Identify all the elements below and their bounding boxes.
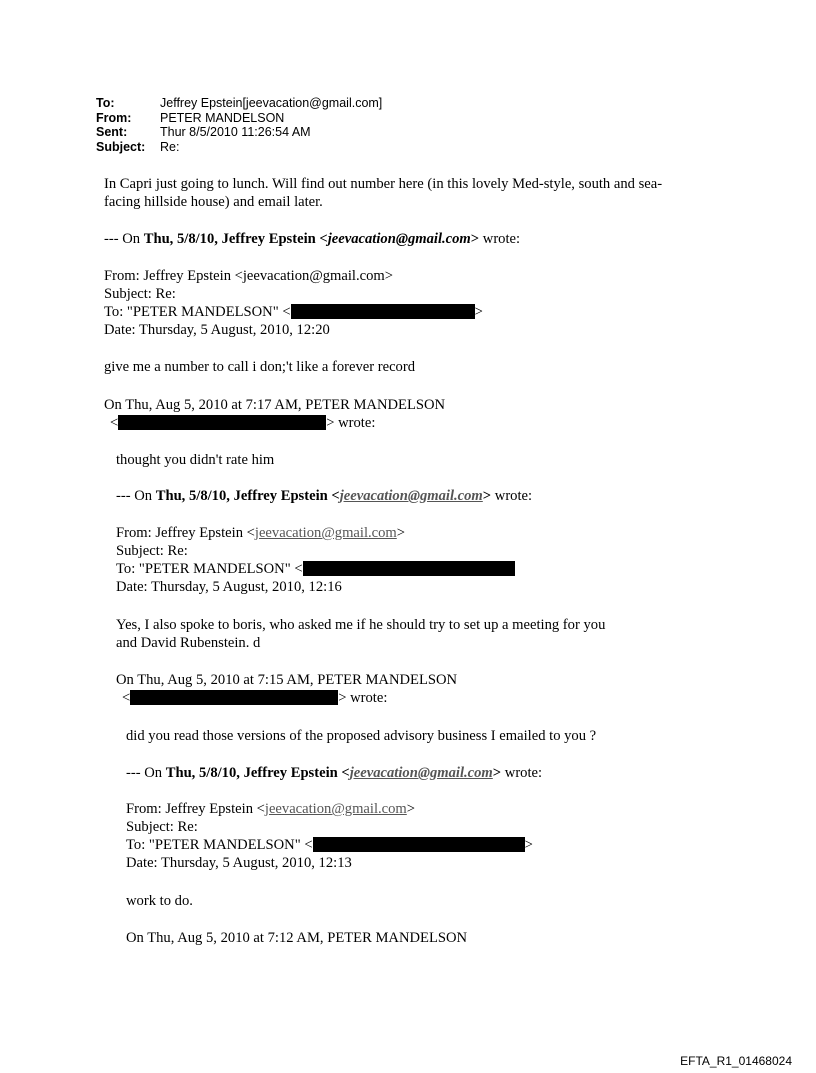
fwd-to-prefix: To: "PETER MANDELSON" < [126,837,313,853]
message-body-4 [116,616,605,652]
to-label: To: [96,96,115,110]
forwarded-header-1 [104,267,483,339]
quote-date: Thu, 5/8/10, Jeffrey Epstein [165,765,342,781]
fwd-from: From: Jeffrey Epstein <jeevacation@gmail.com> [104,268,393,284]
fwd-from-suffix: > [396,525,406,541]
on-thu-line: On Thu, Aug 5, 2010 at 7:15 AM, PETER MANDELSON [116,672,458,688]
on-thu-header-1 [104,396,445,432]
fwd-date: Date: Thursday, 5 August, 2010, 12:20 [104,322,330,338]
quote-gt: > [482,488,492,504]
message-body-5 [126,727,596,745]
fwd-to [126,836,533,854]
body-line: thought you didn't rate him [116,452,275,468]
message-body-1 [104,175,662,211]
redaction-block [303,561,515,576]
wrote-suffix: > wrote: [338,690,388,706]
quote-date: Thu, 5/8/10, Jeffrey Epstein [155,488,332,504]
message-body-2 [104,358,415,376]
fwd-to [116,560,515,578]
wrote-suffix: > wrote: [326,415,376,431]
from-label: From: [96,110,132,125]
redaction-block [118,415,326,430]
header-to-row [96,96,382,111]
quote-header-2 [116,487,532,505]
redaction-block [313,837,525,852]
email-header [96,96,382,154]
fwd-subject: Subject: Re: [116,543,188,559]
body-line: work to do. [126,893,193,909]
fwd-to-prefix: To: "PETER MANDELSON" < [104,304,291,320]
quote-header-3 [126,764,542,782]
on-thu-header-3 [126,929,467,947]
quote-header-1 [104,230,520,248]
quote-prefix: --- On [126,765,166,781]
forwarded-header-3 [126,800,533,872]
quote-lt: < [319,231,328,247]
fwd-subject: Subject: Re: [126,819,198,835]
subject-label: Subject: [96,139,146,154]
on-thu-line: On Thu, Aug 5, 2010 at 7:12 AM, PETER MANDELSON [126,930,468,946]
fwd-from-prefix: From: Jeffrey Epstein < [126,801,265,817]
fwd-to [104,303,483,321]
header-sent-row [96,125,382,140]
message-body-3 [116,451,274,469]
sent-value: Thur 8/5/2010 11:26:54 AM [160,125,311,139]
quote-suffix: wrote: [479,231,521,247]
body-line: give me a number to call i don;'t like a forever record [104,359,416,375]
fwd-from [126,800,533,818]
on-thu-line: On Thu, Aug 5, 2010 at 7:17 AM, PETER MANDELSON [104,397,446,413]
fwd-date: Date: Thursday, 5 August, 2010, 12:13 [126,855,352,871]
fwd-from [116,524,515,542]
fwd-to-prefix: To: "PETER MANDELSON" < [116,561,303,577]
forwarded-header-2 [116,524,515,596]
on-thu-redacted-line [116,689,457,707]
body-line: In Capri just going to lunch. Will find out number here (in this lovely Med-style, south and sea- [104,176,663,192]
body-line: and David Rubenstein. d [116,635,261,651]
fwd-to-suffix: > [524,837,533,853]
quote-email-link[interactable]: jeevacation@gmail.com [349,765,493,781]
fwd-from-prefix: From: Jeffrey Epstein < [116,525,255,541]
message-body-6 [126,892,193,910]
header-from-row [96,111,382,126]
fwd-subject: Subject: Re: [104,286,176,302]
quote-suffix: wrote: [501,765,543,781]
lt-sign: < [110,415,119,431]
document-id-footer: EFTA_R1_01468024 [680,1054,792,1068]
subject-value: Re: [160,139,180,154]
quote-prefix: --- On [116,488,156,504]
body-line: did you read those versions of the proposed advisory business I emailed to you ? [126,728,597,744]
on-thu-header-2 [116,671,457,707]
from-value: PETER MANDELSON [160,110,285,125]
quote-lt: < [331,488,340,504]
body-line: Yes, I also spoke to boris, who asked me if he should try to set up a meeting for you [116,617,606,633]
quote-gt: > [470,231,480,247]
quote-gt: > [492,765,502,781]
to-value: Jeffrey Epstein[jeevacation@gmail.com] [160,96,383,110]
body-line: facing hillside house) and email later. [104,194,323,210]
fwd-date: Date: Thursday, 5 August, 2010, 12:16 [116,579,342,595]
quote-suffix: wrote: [491,488,533,504]
quote-email: jeevacation@gmail.com [327,231,471,247]
header-subject-row [96,140,382,155]
fwd-from-suffix: > [406,801,416,817]
fwd-to-suffix: > [474,304,483,320]
lt-sign: < [122,690,131,706]
fwd-email-link[interactable]: jeevacation@gmail.com [264,801,407,817]
sent-label: Sent: [96,125,128,139]
redaction-block [130,690,338,705]
quote-lt: < [341,765,350,781]
on-thu-redacted-line [104,414,445,432]
quote-email-link[interactable]: jeevacation@gmail.com [339,488,483,504]
quote-prefix: --- On [104,231,144,247]
quote-date: Thu, 5/8/10, Jeffrey Epstein [143,231,320,247]
fwd-email-link[interactable]: jeevacation@gmail.com [254,525,397,541]
redaction-block [291,304,475,319]
